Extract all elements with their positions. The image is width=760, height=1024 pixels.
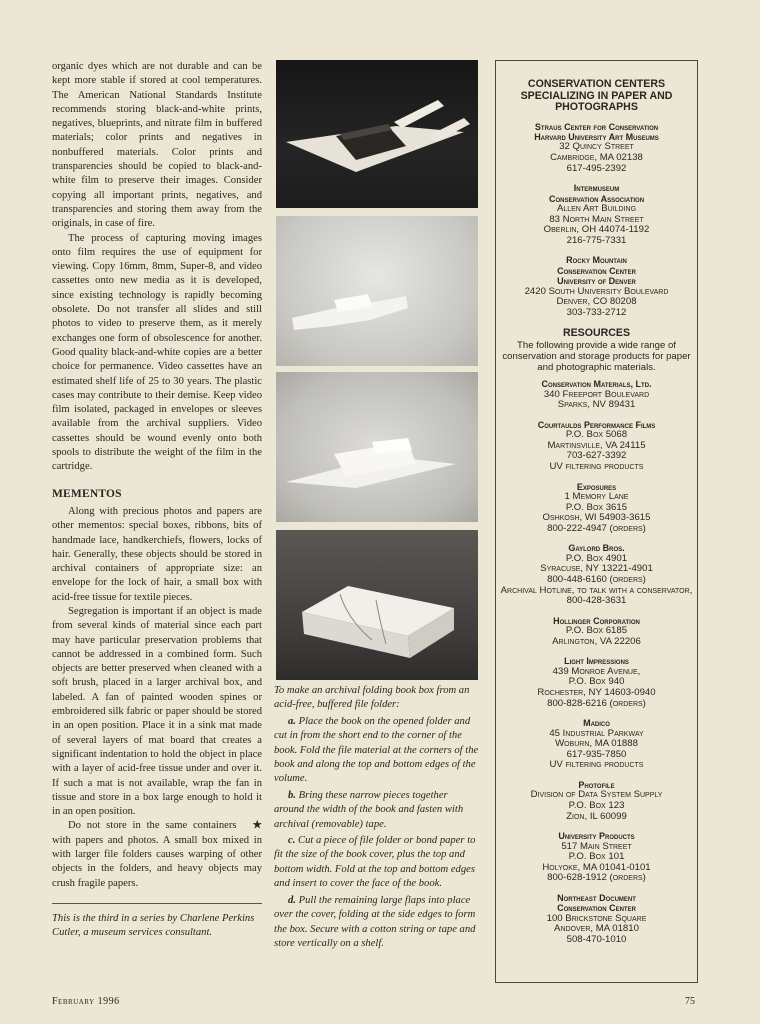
entry-line: 617-495-2392: [566, 162, 627, 174]
article-paragraph: [52, 819, 262, 890]
entry-line: UV filtering products: [549, 759, 644, 771]
directory-entry: [500, 255, 693, 318]
section-heading: MEMENTOS: [52, 487, 122, 500]
caption-step: [274, 834, 480, 892]
entry-line: 1 Memory Lane: [564, 491, 629, 503]
photo-step-d: [276, 530, 478, 680]
step-text: Place the book on the opened folder and cut in from the short end to the corner of the book. Fold the file material at the corners of the book and along the top and bottom edges of the volume.: [274, 715, 479, 785]
directory-entry: [500, 718, 693, 771]
entry-name: Exposures: [576, 481, 617, 492]
photo-step-c: [276, 372, 478, 522]
entry-name: Gaylord Bros.: [568, 543, 625, 554]
directory-entry: [500, 183, 693, 246]
entry-line: 617-935-7850: [566, 748, 627, 760]
step-letter: c.: [288, 835, 296, 847]
resources-list: [496, 379, 697, 945]
entry-line: Woburn, MA 01888: [555, 738, 638, 750]
entry-line: Cambridge, MA 02138: [550, 151, 643, 163]
entry-name: Straus Center for Conservation: [534, 121, 659, 132]
entry-line: 2420 South University Boulevard: [524, 285, 669, 297]
entry-name: Intermuseum: [573, 183, 620, 194]
directory-entry: [500, 482, 693, 535]
sidebar-title: CONSERVATION CENTERS SPECIALIZING IN PAPER AND PHOTOGRAPHS: [520, 78, 673, 113]
conservation-centers-list: [496, 122, 697, 319]
entry-line: 83 North Main Street: [549, 213, 644, 225]
directory-entry: [500, 616, 693, 648]
entry-name: Rocky Mountain: [566, 255, 627, 266]
article-paragraph: Segregation is important if an object is made from several kinds of material since each part may have particular preservation problems that cannot be addressed in a combined form. Such objects are better preserved when cleaned with a soft brush, placed in a larger archival box, and labeled. A fan of painted wooden spines or embroidered silk fabric or paper should be stored in an open position. Place it in a sink mat made of several layers of mat board that creates a significant indentation to hold the object in place with a layer of acid-free tissue under and over it. If such a mat is not available, wrap the fan in tissue and store in a box large enough to hold it in an open position.: [52, 605, 262, 818]
directory-entry: [500, 379, 693, 411]
resources-intro: The following provide a wide range of conservation and storage products for paper and photographic materials.: [502, 340, 691, 374]
entry-line: 439 Monroe Avenue,: [552, 665, 641, 677]
entry-line: 800-628-1912 (orders): [547, 872, 646, 884]
entry-line: Syracuse, NY 13221-4901: [540, 563, 653, 575]
entry-line: P.O. Box 940: [568, 676, 625, 688]
entry-name: Photofile: [578, 779, 615, 790]
entry-line: P.O. Box 6185: [565, 625, 628, 637]
entry-line: Rochester, NY 14603-0940: [537, 687, 656, 698]
entry-line: Holyoke, MA 01041-0101: [542, 861, 651, 873]
entry-name: Light Impressions: [564, 656, 629, 667]
author-bio: This is the third in a series by Charlene Perkins Cutler, a museum services consultant.: [52, 912, 255, 939]
end-mark-icon: ★: [252, 820, 262, 832]
caption-step: [274, 894, 480, 952]
entry-name: Harvard University Art Museums: [534, 131, 659, 142]
entry-line: 216-775-7331: [566, 234, 627, 246]
resources-sidebar: [495, 60, 698, 983]
entry-line: Sparks, NV 89431: [557, 399, 636, 411]
entry-line: 800-448-6160 (orders): [547, 574, 646, 586]
entry-line: 303-733-2712: [566, 306, 627, 318]
entry-line: UV filtering products: [549, 461, 644, 473]
article-paragraph: organic dyes which are not durable and can be kept more stable if stored at cool temperatures. The American National Standards Institute recommends storing black-and-white prints, negatives, blueprints, and nitrate film in buffered materials; color prints and negatives in nonbuffered materials. Color prints and transparencies should be copied to black-and-white film to preserve their images. Consider copying all important prints, negatives, and transparencies and storing them away from the originals, in case of fire.: [52, 61, 262, 230]
caption-step: [274, 789, 480, 832]
finished-box-illustration: [276, 530, 478, 680]
article-paragraph: Along with precious photos and papers are other mementos: special boxes, ribbons, bits of handmade lace, handkerchiefs, flowers, locks of hair. Generally, these objects should be stored in archival containers of appropriate size: an envelope for the lock of hair, a small box with acid-free tissue for textile pieces.: [52, 505, 262, 603]
directory-entry: [500, 122, 693, 175]
caption-intro: To make an archival folding book box from an acid-free, buffered file folder:: [274, 685, 470, 711]
entry-line: Oberlin, OH 44074-1192: [543, 224, 650, 236]
article-paragraph-text: Do not store in the same containers with papers and photos. A small box mixed in with larger file folders causes warping of other objects in the folders, and heavy objects may crush fragile papers.: [52, 820, 262, 889]
step-letter: a.: [288, 715, 296, 727]
entry-line: Archival Hotline, to talk with a conservator, 800-428-3631: [500, 584, 693, 607]
entry-line: Martinsville, VA 24115: [547, 439, 646, 451]
entry-line: 800-222-4947 (orders): [547, 522, 646, 534]
entry-line: P.O. Box 101: [568, 851, 625, 863]
entry-line: 800-828-6216 (orders): [547, 697, 646, 709]
entry-line: 32 Quincy Street: [559, 141, 634, 153]
issue-date: February 1996: [52, 996, 120, 1007]
entry-line: P.O. Box 123: [568, 799, 625, 811]
entry-line: Division of Data System Supply: [530, 789, 663, 801]
entry-name: Conservation Center: [557, 265, 636, 276]
folded-paper-illustration: [276, 216, 478, 366]
directory-entry: [500, 420, 693, 473]
directory-entry: [500, 893, 693, 946]
entry-line: 340 Freeport Boulevard: [543, 388, 650, 400]
entry-name: Northeast Document: [557, 892, 636, 903]
entry-line: Andover, MA 01810: [554, 923, 639, 935]
entry-line: 703-627-3392: [566, 450, 627, 462]
entry-name: University of Denver: [557, 276, 636, 287]
photo-step-b: [276, 216, 478, 366]
photo-step-a: [276, 60, 478, 208]
step-text: Cut a piece of file folder or bond paper to fit the size of the book cover, plus the top and bottom width. Fold at the top and bottom edges and insert to cover the face of the book.: [274, 835, 476, 890]
article-column: [52, 60, 262, 941]
step-letter: d.: [288, 894, 296, 906]
entry-name: Conservation Center: [557, 903, 636, 914]
entry-line: 517 Main Street: [561, 840, 632, 852]
entry-name: Madico: [583, 718, 610, 729]
caption-step: [274, 715, 480, 787]
entry-line: P.O. Box 3615: [565, 501, 628, 513]
bio-divider: [52, 903, 262, 904]
entry-line: Zion, IL 60099: [566, 810, 627, 822]
entry-name: University Products: [558, 831, 635, 842]
entry-line: Arlington, VA 22206: [552, 635, 641, 647]
entry-name: Conservation Association: [548, 193, 645, 204]
entry-line: 45 Industrial Parkway: [549, 727, 644, 739]
step-text: Pull the remaining large flaps into place over the cover, folding at the side edges to form the box. Secure with a cotton string or tape and store vertically on a shelf.: [274, 894, 476, 949]
resources-title: RESOURCES: [562, 327, 631, 340]
entry-line: Allen Art Building: [556, 202, 637, 214]
entry-line: Denver, CO 80208: [556, 296, 637, 308]
entry-line: Oshkosh, WI 54903-3615: [542, 512, 651, 524]
box-forming-illustration: [276, 372, 478, 522]
entry-name: Hollinger Corporation: [553, 615, 640, 626]
directory-entry: [500, 656, 693, 709]
folder-with-book-illustration: [276, 60, 478, 208]
entry-name: Courtaulds Performance Films: [537, 419, 656, 430]
directory-entry: [500, 543, 693, 606]
entry-line: 100 Brickstone Square: [546, 912, 647, 924]
directory-entry: [500, 831, 693, 884]
photo-caption: [274, 684, 480, 953]
article-paragraph: The process of capturing moving images onto film requires the use of equipment for viewing. Copy 16mm, 8mm, Super-8, and video cassettes onto new media as it is developed, since existing technology is rapidly becoming obsolete. Do not transfer all slides and still photos to video to preserve them, as it merely exchanges one form of obsolescence for another. Good quality black-and-white copies are a better choice for permanence. Video cassettes have an estimated shelf life of 25 to 30 years. The plastic cases may contribute to their demise. Keep video film isolated, packaged in envelopes or sleeves available from the archival suppliers. Video cassettes should be wound evenly onto both spools to distribute the weight of the film in the cartridge.: [52, 232, 262, 473]
entry-line: 508-470-1010: [566, 933, 627, 945]
entry-name: Conservation Materials, Ltd.: [541, 379, 652, 390]
page-number: 75: [685, 996, 695, 1007]
entry-line: P.O. Box 4901: [565, 552, 628, 564]
entry-line: P.O. Box 5068: [565, 429, 628, 441]
step-text: Bring these narrow pieces together around the width of the book and fasten with archival (removable) tape.: [274, 789, 464, 830]
directory-entry: [500, 780, 693, 822]
step-letter: b.: [288, 789, 296, 801]
